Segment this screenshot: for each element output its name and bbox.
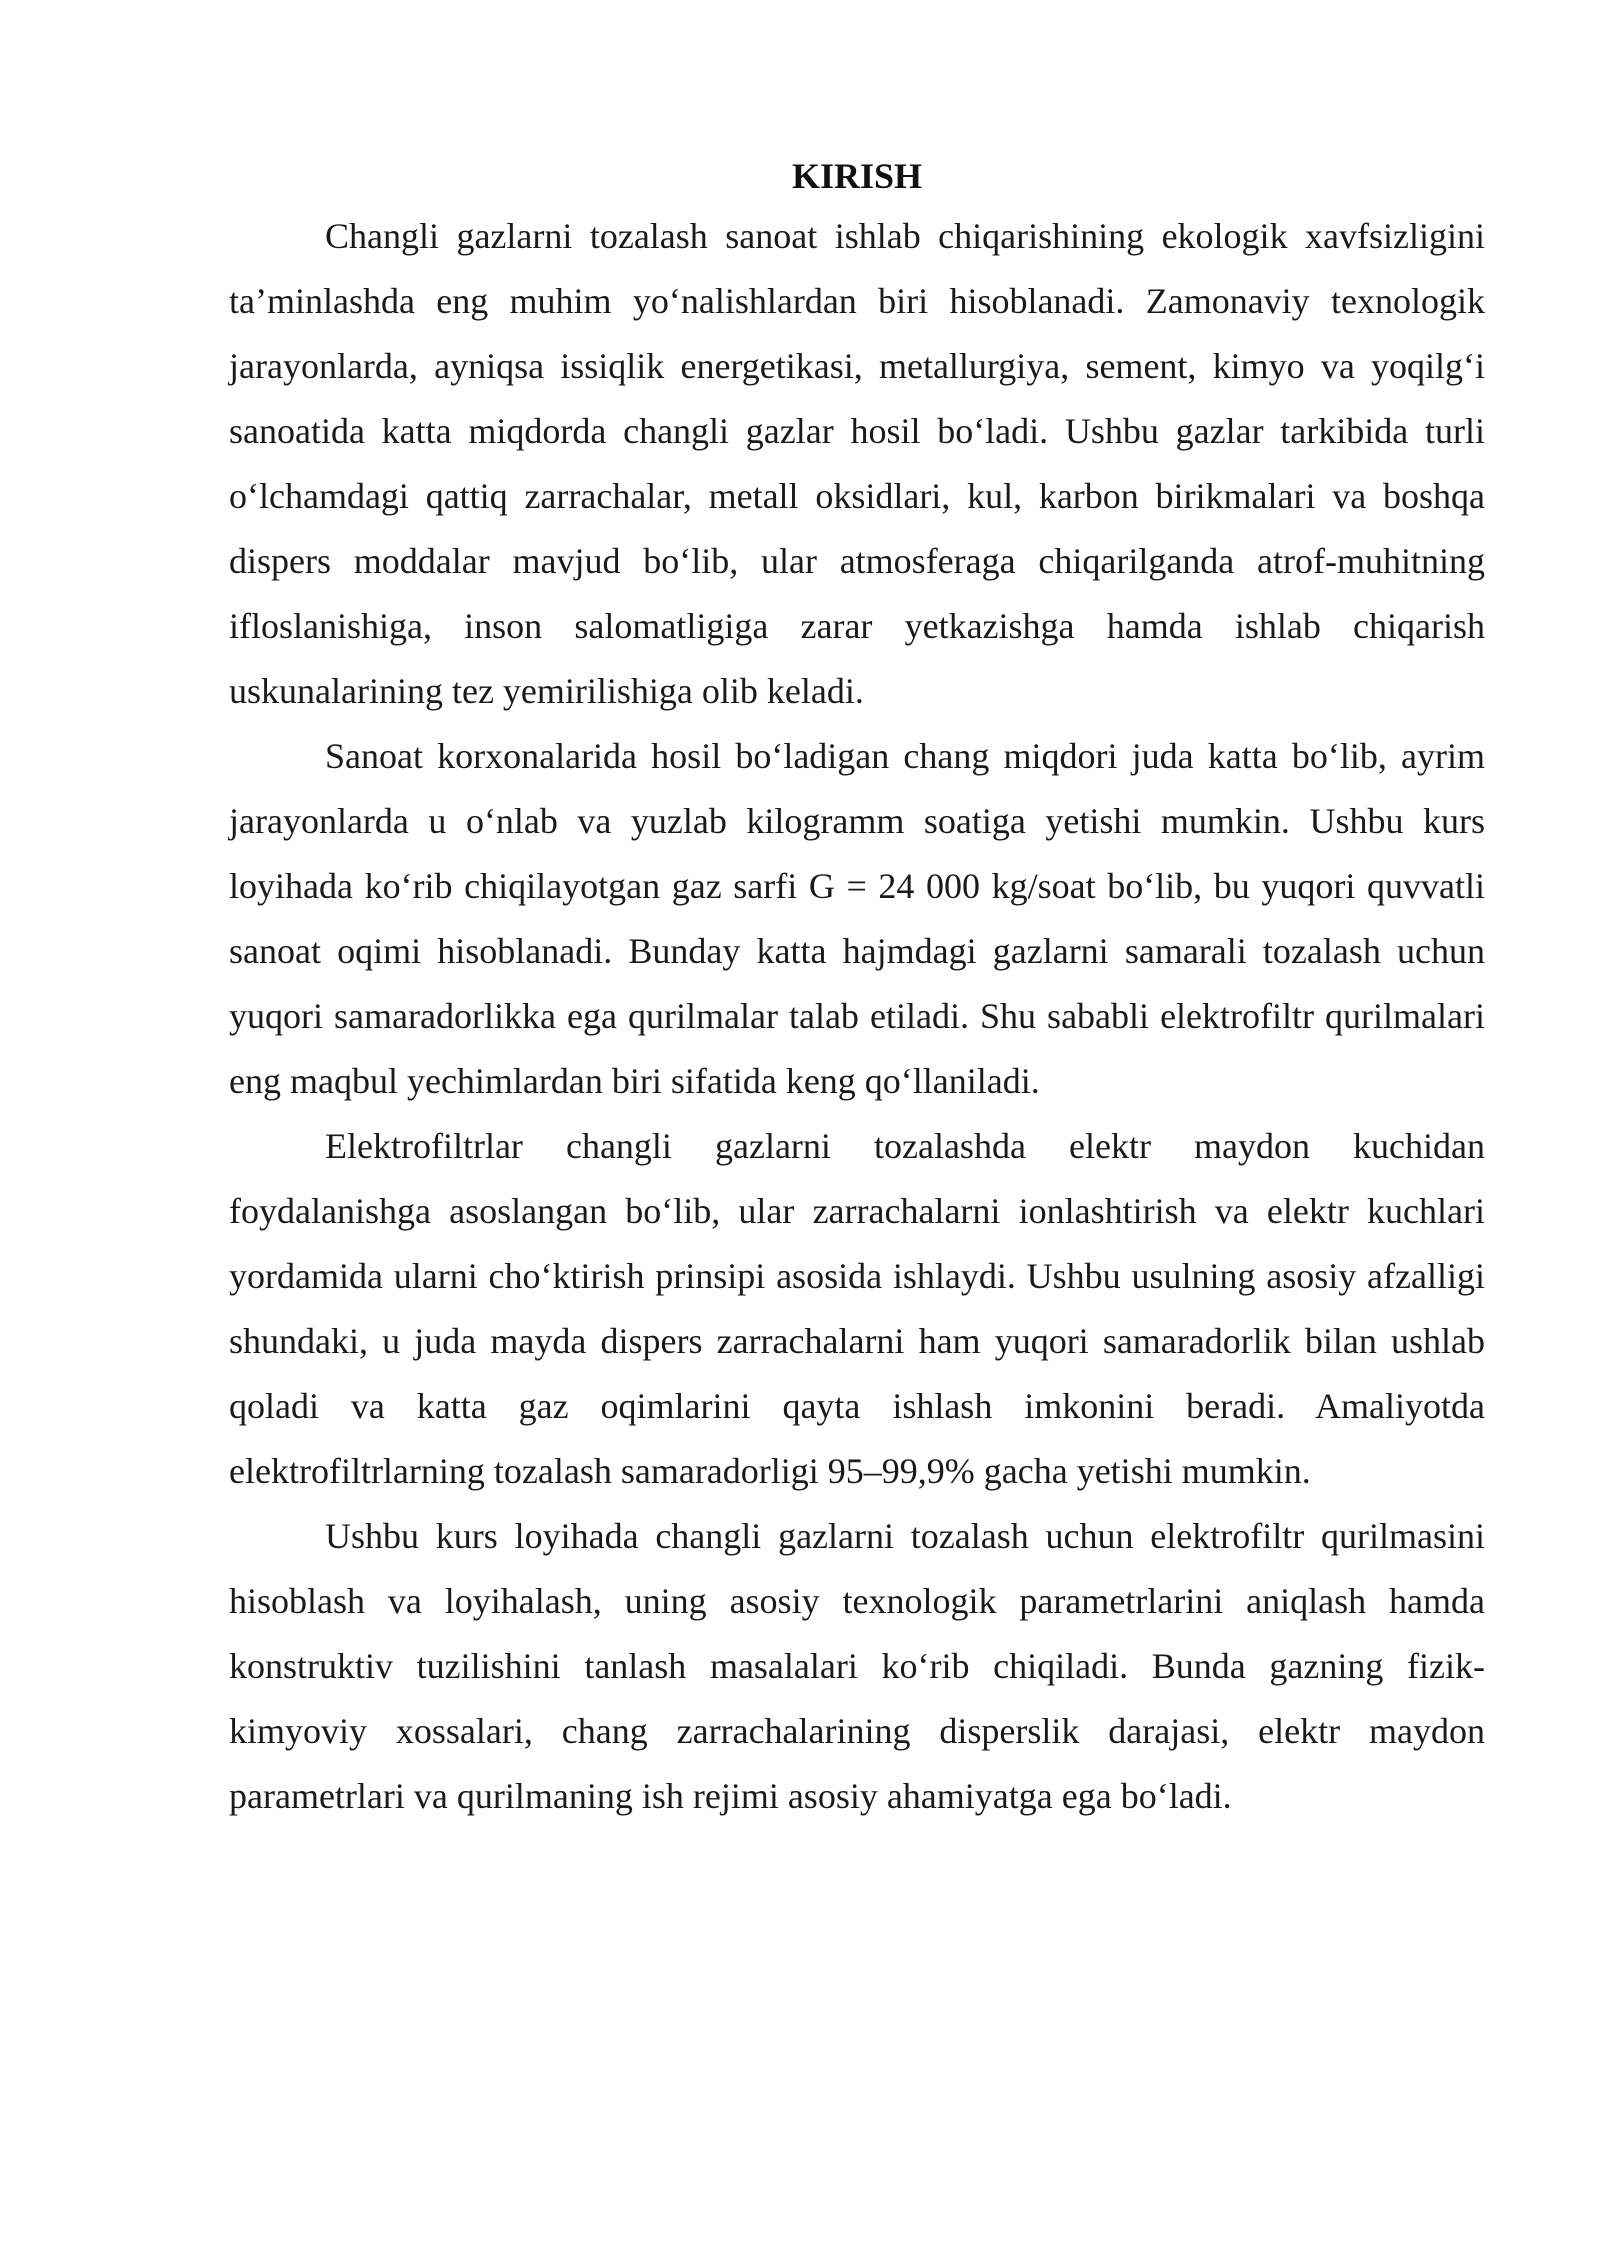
paragraph-4: Ushbu kurs loyihada changli gazlarni tozalash uchun elektrofiltr qurilmasini hisoblash va loyihalash, uning asosiy texnologik parametrlarini aniqlash hamda konstruktiv tuzilishini tanlash masalalari ko‘rib chiqiladi. Bunda gazning fizik-kimyoviy xossalari, chang zarrachalarining disperslik darajasi, elektr maydon parametrlari va qurilmaning ish rejimi asosiy ahamiyatga ega bo‘ladi.	[229, 1516, 1485, 1816]
paragraph-1: Changli gazlarni tozalash sanoat ishlab chiqarishining ekologik xavfsizligini ta’minlashda eng muhim yo‘nalishlardan biri hisoblanadi. Zamonaviy texnologik jarayonlarda, ayniqsa issiqlik energetikasi, metallurgiya, sement, kimyo va yoqilg‘i sanoatida katta miqdorda changli gazlar hosil bo‘ladi. Ushbu gazlar tarkibida turli o‘lchamdagi qattiq zarrachalar, metall oksidlari, kul, karbon birikmalari va boshqa dispers moddalar mavjud bo‘lib, ular atmosferaga chiqarilganda atrof-muhitning ifloslanishiga, inson salomatligiga zarar yetkazishga hamda ishlab chiqarish uskunalarining tez yemirilishiga olib keladi.	[229, 216, 1485, 711]
paragraph-3: Elektrofiltrlar changli gazlarni tozalashda elektr maydon kuchidan foydalanishga asoslangan bo‘lib, ular zarrachalarni ionlashtirish va elektr kuchlari yordamida ularni cho‘ktirish prinsipi asosida ishlaydi. Ushbu usulning asosiy afzalligi shundaki, u juda mayda dispers zarrachalarni ham yuqori samaradorlik bilan ushlab qoladi va katta gaz oqimlarini qayta ishlash imkonini beradi. Amaliyotda elektrofiltrlarning tozalash samaradorligi 95–99,9% gacha yetishi mumkin.	[229, 1126, 1485, 1491]
page-content	[229, 148, 1485, 1829]
paragraph-2: Sanoat korxonalarida hosil bo‘ladigan chang miqdori juda katta bo‘lib, ayrim jarayonlarda u o‘nlab va yuzlab kilogramm soatiga yetishi mumkin. Ushbu kurs loyihada ko‘rib chiqilayotgan gaz sarfi G = 24 000 kg/soat bo‘lib, bu yuqori quvvatli sanoat oqimi hisoblanadi. Bunday katta hajmdagi gazlarni samarali tozalash uchun yuqori samaradorlikka ega qurilmalar talab etiladi. Shu sababli elektrofiltr qurilmalari eng maqbul yechimlardan biri sifatida keng qo‘llaniladi.	[229, 736, 1485, 1101]
page-title: KIRISH	[791, 156, 923, 196]
